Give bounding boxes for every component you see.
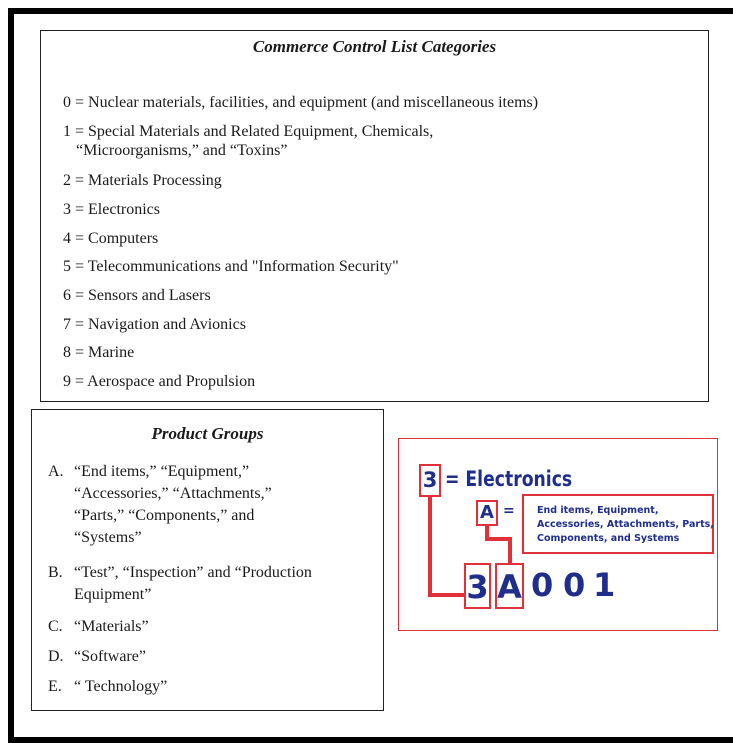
eccn-digit-2: A [497,568,522,606]
category-9: 9 = Aerospace and Propulsion [63,373,256,390]
connector-category-vertical [428,497,432,597]
group-e-line: “ Technology” [74,678,168,695]
product-groups-title: Product Groups [151,424,264,443]
group-d-letter: D. [48,648,64,665]
category-8: 8 = Marine [63,344,135,361]
category-5: 5 = Telecommunications and "Information Security" [63,258,399,275]
category-digit-box [419,464,441,497]
group-a-line: “Systems” [74,529,142,546]
connector-group-vertical-lower [508,537,512,564]
category-4: 4 = Computers [63,230,159,247]
group-description-line: Accessories, Attachments, Parts, [537,519,714,530]
group-letter-box [476,500,498,526]
group-equals: = [503,503,515,519]
group-description-line: Components, and Systems [537,533,680,544]
ccl-categories-box [40,30,709,402]
group-a-line: “End items,” “Equipment,” [74,463,250,480]
category-0: 0 = Nuclear materials, facilities, and equipment (and miscellaneous items) [63,94,539,111]
group-b-line: Equipment” [74,586,152,603]
category-digit: 3 [422,468,438,492]
category-label: = Electronics [445,467,573,491]
category-3: 3 = Electronics [63,201,160,218]
group-e-letter: E. [48,678,62,695]
group-c-line: “Materials” [74,618,149,635]
eccn-digit-4: 0 [563,566,586,604]
group-d-line: “Software” [74,648,146,665]
group-b-line: “Test”, “Inspection” and “Production [74,564,312,581]
group-description-box [522,494,714,554]
product-groups-box [31,409,384,711]
category-1: 1 = Special Materials and Related Equipment, Chemicals, [63,123,434,140]
group-a-line: “Accessories,” “Attachments,” [74,485,272,502]
eccn-digit-5: 1 [593,566,616,604]
group-b-letter: B. [48,564,63,581]
eccn-digit-1: 3 [466,568,489,606]
group-a-letter: A. [48,463,64,480]
group-c-letter: C. [48,618,63,635]
eccn-digit-1-box [464,563,491,609]
eccn-digit-2-box [495,563,524,609]
category-2: 2 = Materials Processing [63,172,222,189]
group-a-line: “Parts,” “Components,” and [74,507,255,524]
ccl-title: Commerce Control List Categories [252,37,497,56]
category-6: 6 = Sensors and Lasers [63,287,211,304]
category-1-continued: “Microorganisms,” and “Toxins” [76,142,288,159]
category-7: 7 = Navigation and Avionics [63,316,246,333]
group-description-line: End items, Equipment, [537,505,659,516]
connector-category-horizontal [428,593,467,597]
group-letter: A [480,502,494,523]
eccn-digit-3: 0 [531,566,554,604]
eccn-diagram [398,438,718,631]
